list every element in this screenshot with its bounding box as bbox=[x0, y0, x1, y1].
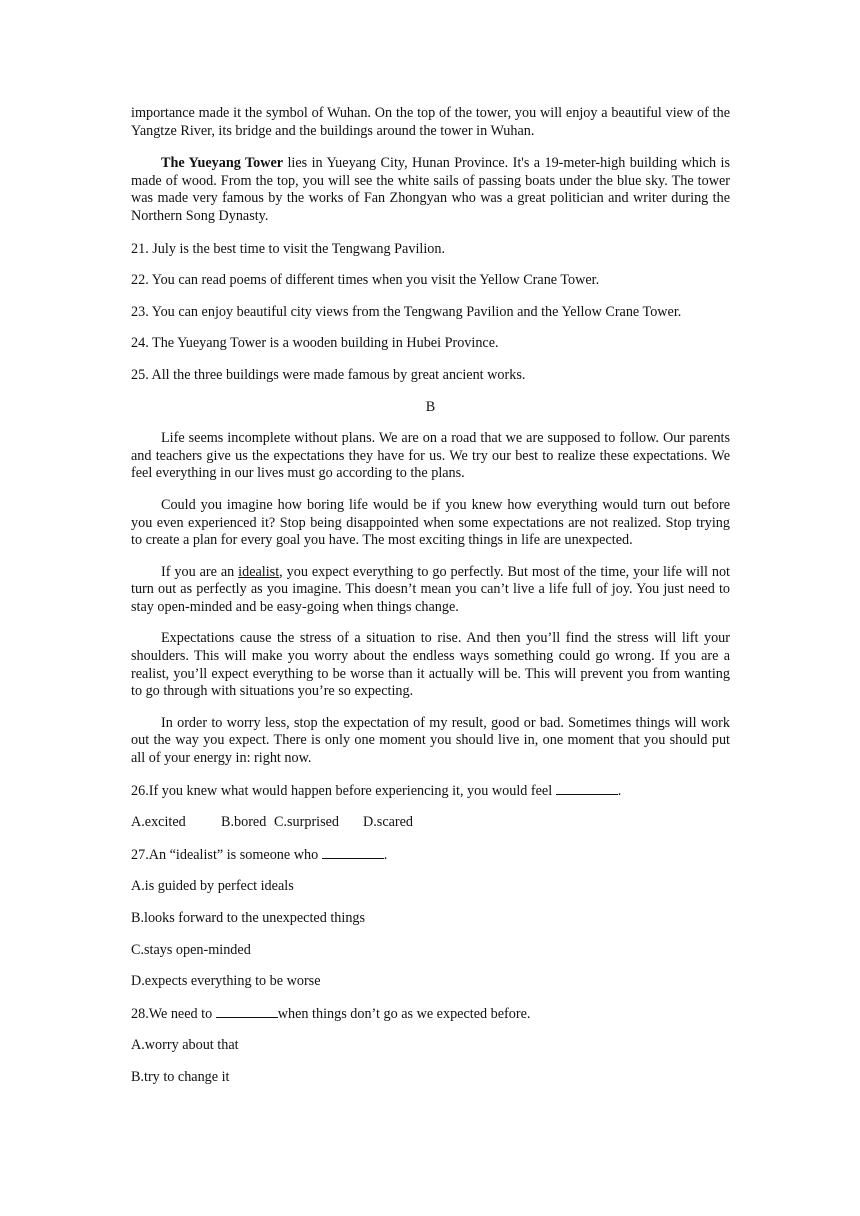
statement-23: 23. You can enjoy beautiful city views from the Tengwang Pavilion and the Yellow Crane Tower. bbox=[131, 303, 682, 320]
question-28-end: when things don’t go as we expected before. bbox=[277, 1005, 531, 1022]
answer-blank bbox=[216, 1005, 278, 1018]
answer-blank bbox=[556, 782, 618, 795]
option-26-d: D.scared bbox=[363, 814, 414, 831]
option-27-a: A.is guided by perfect ideals bbox=[131, 878, 294, 895]
option-27-b: B.looks forward to the unexpected things bbox=[131, 910, 366, 926]
option-27-c: C.stays open-minded bbox=[131, 941, 251, 958]
option-26-c: C.surprised bbox=[274, 814, 340, 831]
option-26-a: A.excited bbox=[131, 814, 186, 831]
question-26-options bbox=[131, 814, 730, 832]
section-b-heading: B bbox=[425, 398, 436, 415]
statement-21: 21. July is the best time to visit the Tengwang Pavilion. bbox=[131, 240, 446, 257]
passage-b-paragraph-4: Expectations cause the stress of a situation to rise. And then you’ll find the stress will lift your shoulders. This will make you worry about the endless ways something could go wrong. If you are a realist, you’ll expect everything to be worse than it actually will be. This will prevent you from wanting to go through with situations you’re so expecting. bbox=[131, 630, 730, 700]
question-28-text: 28.We need to bbox=[131, 1005, 216, 1022]
answer-blank bbox=[322, 846, 384, 859]
option-28-a: A.worry about that bbox=[131, 1037, 239, 1054]
statement-24: 24. The Yueyang Tower is a wooden building in Hubei Province. bbox=[131, 335, 499, 352]
question-26-text: 26.If you knew what would happen before experiencing it, you would feel bbox=[131, 782, 556, 799]
document-page bbox=[131, 105, 730, 1087]
statement-25: 25. All the three buildings were made famous by great ancient works. bbox=[131, 366, 526, 383]
passage-a-yueyang-paragraph bbox=[131, 155, 730, 225]
passage-b-paragraph-3 bbox=[131, 564, 730, 617]
statement-22: 22. You can read poems of different times when you visit the Yellow Crane Tower. bbox=[131, 272, 600, 289]
yueyang-tower-text: lies in Yueyang City, Hunan Province. It's a 19-meter-high building which is made of wood. From the top, you will see the white sails of passing boats under the blue sky. The tower was made very famous by the works of Fan Zhongyan who was a great politician and writer during the Northern Song Dynasty. bbox=[131, 155, 731, 224]
option-27-d: D.expects everything to be worse bbox=[131, 973, 321, 990]
passage-b-paragraph-5: In order to worry less, stop the expectation of my result, good or bad. Sometimes things will work out the way you expect. There is only one moment you should live in, one moment that you should put all of your energy in: right now. bbox=[131, 714, 730, 767]
question-27-text: 27.An “idealist” is someone who bbox=[131, 846, 322, 863]
passage-b-paragraph-2: Could you imagine how boring life would be if you knew how everything would turn out before you even experienced it? Stop being disappointed when some expectations are not realized. Stop trying to create a plan for every goal you have. The most exciting things in life are unexpected. bbox=[131, 496, 730, 549]
question-26-end: . bbox=[617, 782, 622, 799]
question-27 bbox=[131, 846, 730, 865]
idealist-underlined-word: idealist bbox=[238, 563, 280, 580]
yueyang-tower-title: The Yueyang Tower bbox=[161, 155, 284, 172]
option-28-b: B.try to change it bbox=[131, 1068, 230, 1085]
question-28 bbox=[131, 1005, 730, 1024]
question-27-end: . bbox=[383, 846, 388, 863]
passage-a-wuhan-ending: importance made it the symbol of Wuhan. On the top of the tower, you will enjoy a beautiful view of the Yangtze River, its bridge and the buildings around the tower in Wuhan. bbox=[131, 105, 730, 139]
p3-before: If you are an bbox=[161, 563, 239, 580]
p3-after: , you expect everything to go perfectly. But most of the time, your life will not turn out as perfectly as you imagine. This doesn’t mean you can’t live a life full of joy. You just need to stay open-minded and be easy-going when things change. bbox=[131, 563, 730, 615]
option-26-b: B.bored bbox=[221, 814, 267, 831]
question-26 bbox=[131, 782, 730, 801]
passage-b-paragraph-1: Life seems incomplete without plans. We are on a road that we are supposed to follow. Our parents and teachers give us the expectations they have for us. We try our best to realize these expectations. We feel everything in our lives must go according to the plans. bbox=[131, 430, 730, 482]
